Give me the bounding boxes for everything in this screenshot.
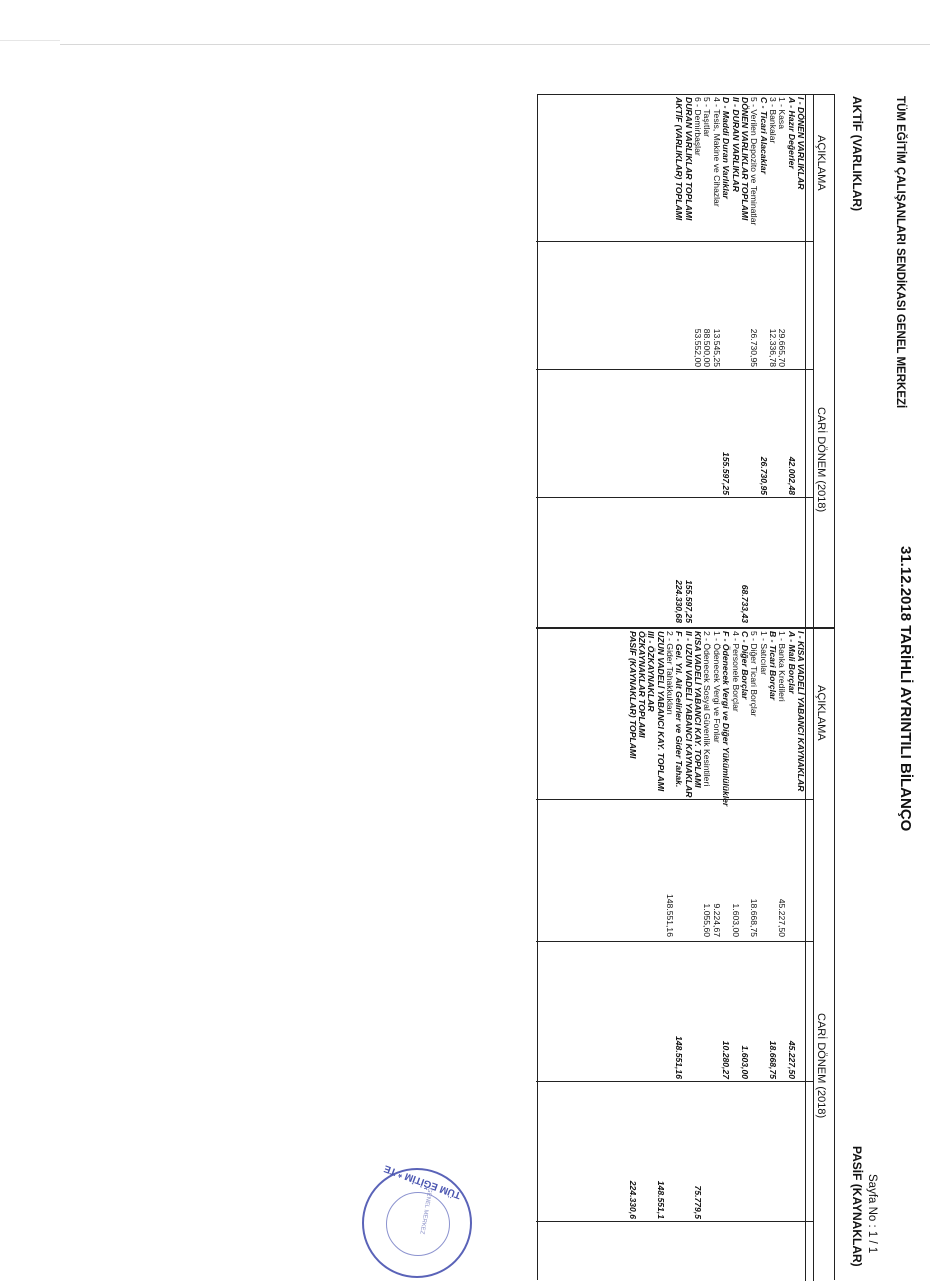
liabilities-row-label: 2 - Ödenecek Sosyal Güvenlik Kesintileri [702, 631, 713, 787]
assets-row-label: C - Ticari Alacaklar [758, 97, 769, 174]
assets-row-label: AKTİF (VARLIKLAR) TOPLAMI [674, 97, 685, 221]
assets-row-label: DURAN VARLIKLAR TOPLAMI [683, 97, 694, 221]
liabilities-row-value-c1: 1.603,00 [730, 903, 741, 937]
liabilities-row-label: UZUN VADELİ YABANCI KAY. TOPLAMI [655, 631, 666, 792]
assets-row-label: A - Hazır Değerler [786, 97, 797, 169]
liabilities-row-label: A - Mali Borçlar [786, 631, 797, 694]
assets-row-value-c1: 88.500,00 [702, 328, 713, 367]
liabilities-row-value-c3: 148.551,1 [655, 1180, 666, 1219]
assets-row-value-c1: 26.730,95 [749, 328, 760, 367]
liabilities-row-value-c2: 45.227,50 [786, 1040, 797, 1079]
liabilities-row-value-c1: 9.224,67 [711, 903, 722, 937]
assets-row-label: 5 - Taşıtlar [702, 97, 713, 137]
liabilities-row-label: 2 - Gider Tahakkukları [665, 631, 676, 715]
assets-row-value-c3: 68.733,43 [739, 584, 750, 623]
organization-name: TÜM EĞİTİM ÇALIŞANLARI SENDİKASI GENEL MERKEZİ [894, 96, 906, 409]
liabilities-row-label: F - Gel. Yıl. Ait Gelirler ve Gider Tahak. [674, 631, 685, 788]
liabilities-row-label: 1 - Banka Kredileri [777, 631, 788, 702]
assets-row-label: I - DÖNEN VARLIKLAR [796, 97, 806, 190]
assets-row-label: D - Maddi Duran Varlıklar [721, 97, 732, 199]
liabilities-row-value-c2: 1.603,00 [739, 1045, 750, 1079]
liabilities-row-label: PASİF (KAYNAKLAR) TOPLAMI [627, 631, 638, 759]
liabilities-row-label: C - Diğer Borçlar [739, 631, 750, 700]
assets-col-desc: AÇIKLAMA [815, 135, 827, 191]
page-number: Sayfa No : 1 / 1 [866, 1174, 878, 1254]
assets-row-value-c1: 29.665,70 [777, 328, 788, 367]
assets-row-value-c2: 42.002,48 [786, 456, 797, 495]
stamp-outer-text: TÜM EĞİTİM * TE [382, 1162, 463, 1201]
liabilities-row-label: I - KISA VADELİ YABANCI KAYNAKLAR [796, 631, 806, 792]
document-title: 31.12.2018 TARİHLİ AYRINTILI BİLANÇO [897, 546, 914, 832]
balance-table [537, 94, 835, 1280]
assets-row-value-c1: 13.545,25 [711, 328, 722, 367]
assets-col-period: CARİ DÖNEM (2018) [815, 407, 827, 513]
liabilities-row-value-c3: 224.330,6 [627, 1180, 638, 1219]
assets-row-label: DÖNEN VARLIKLAR TOPLAMI [739, 97, 750, 221]
assets-row-label: 4 - Tesis, Makine ve Cihazlar [711, 97, 722, 207]
assets-row-value-c2: 26.730,95 [758, 456, 769, 495]
liabilities-row-label: 1 - Ödenecek Vergi ve Fonlar [711, 631, 722, 743]
liabilities-col-period: CARİ DÖNEM (2018) [815, 1013, 827, 1119]
organization-stamp [362, 1162, 472, 1278]
assets-row-value-c1: 53.552,00 [693, 328, 704, 367]
stamp-inner-text: GENEL MERKEZ [418, 1187, 433, 1235]
liabilities-row-value-c1: 18.668,75 [749, 898, 760, 937]
liabilities-row-label: III - ÖZKAYNAKLAR [646, 631, 657, 712]
assets-row-value-c3: 155.597,25 [683, 579, 694, 623]
liabilities-row-label: ÖZKAYNAKLAR TOPLAMI [637, 631, 648, 738]
liabilities-row-label: KISA VADELİ YABANCI KAY. TOPLAMI [693, 631, 704, 788]
assets-row-label: 3 - Bankalar [767, 97, 778, 144]
assets-row-label: 1 - Kasa [777, 97, 788, 130]
liabilities-row-value-c1: 148.551,16 [665, 893, 676, 937]
liabilities-section-title: PASİF (KAYNAKLAR) [850, 1146, 864, 1267]
liabilities-col-desc: AÇIKLAMA [815, 685, 827, 741]
liabilities-row-label: B - Ticari Borçlar [767, 631, 778, 701]
liabilities-row-value-c2: 18.668,75 [767, 1040, 778, 1079]
liabilities-row-value-c2: 10.280,27 [721, 1040, 732, 1079]
liabilities-row-label: F - Ödenecek Vergi ve Diğer Yükümlülükler [721, 631, 732, 807]
liabilities-row-value-c3: 75.779,5 [693, 1185, 704, 1219]
liabilities-row-label: 1 - Satıcılar [758, 631, 769, 675]
assets-section-title: AKTİF (VARLIKLAR) [850, 96, 864, 212]
liabilities-row-value-c1: 45.227,50 [777, 898, 788, 937]
assets-row-label: 5 - Verilen Depozito ve Teminatlar [749, 97, 760, 226]
liabilities-row-label: II - UZUN VADELİ YABANCI KAYNAKLAR [683, 631, 694, 798]
liabilities-row-value-c1: 1.055,60 [702, 903, 713, 937]
assets-row-value-c2: 155.597,25 [721, 451, 732, 495]
assets-row-value-c1: 12.336,78 [767, 328, 778, 367]
liabilities-row-label: 5 - Diğer Ticari Borçlar [749, 631, 760, 717]
assets-row-value-c3: 224.330,68 [674, 579, 685, 623]
liabilities-row-value-c2: 148.551,16 [674, 1035, 685, 1079]
liabilities-row-label: 4 - Personele Borçlar [730, 631, 741, 712]
header-divider [813, 95, 814, 1281]
assets-row-label: 6 - Demirbaşlar [693, 97, 704, 156]
assets-row-label: II - DURAN VARLIKLAR [730, 97, 741, 192]
